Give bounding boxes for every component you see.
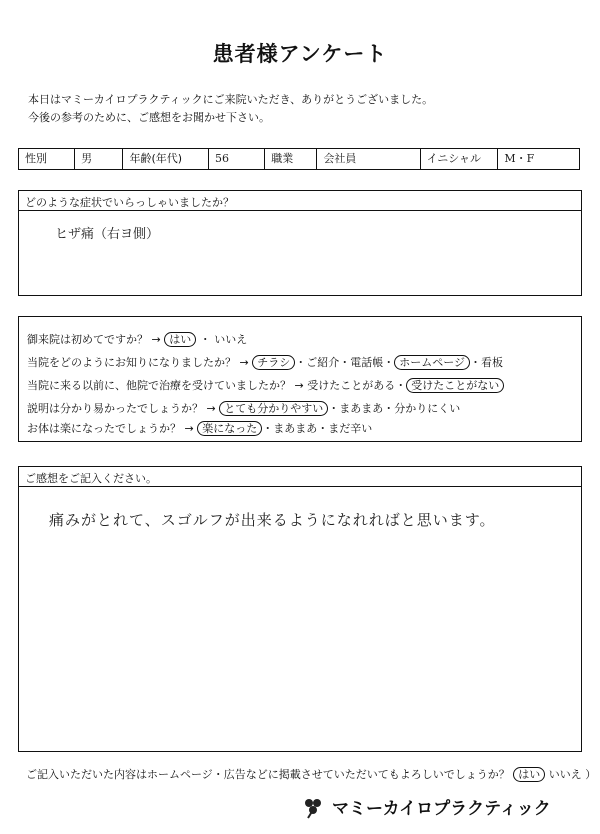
intro-line-1: 本日はマミーカイロプラクティックにご来院いただき、ありがとうございました。 xyxy=(28,93,434,106)
initial-value: M・F xyxy=(504,152,535,165)
initial-label: イニシャル xyxy=(421,149,499,169)
page-title: 患者様アンケート xyxy=(212,42,388,66)
job-value: 会社員 xyxy=(317,149,420,169)
symptoms-answer: ヒザ痛（右ヨ側） xyxy=(55,227,160,242)
logo-text: マミーカイロプラクティック xyxy=(332,799,551,819)
symptoms-question: どのような症状でいらっしゃいましたか？ xyxy=(19,191,581,211)
answer-circled: 受けたことがない xyxy=(406,378,504,393)
impressions-box xyxy=(18,466,582,752)
info-row xyxy=(18,148,580,170)
question-explanation: 説明は分かり易かったでしょうか？ → とても分かりやすい ・まあまあ・分かりにくい xyxy=(27,402,461,415)
answer-circled: はい xyxy=(164,332,196,347)
answer-circled: 楽になった xyxy=(197,421,262,436)
age-value: 56 xyxy=(209,149,265,169)
question-first-visit: 御来院は初めてですか？ → はい ・ いいえ xyxy=(27,333,248,346)
gender-value: 男 xyxy=(75,149,123,169)
question-body-relief: お体は楽になったでしょうか？ → 楽になった ・まあまあ・まだ辛い xyxy=(27,422,373,435)
symptoms-box xyxy=(18,190,582,296)
logo xyxy=(300,794,551,819)
job-label: 職業 xyxy=(265,149,317,169)
intro-line-2: 今後の参考のために、ご感想をお聞かせ下さい。 xyxy=(28,111,270,124)
answer-circled: とても分かりやすい xyxy=(219,401,328,416)
age-label: 年齢(年代) xyxy=(123,149,209,169)
question-how-found: 当院をどのようにお知りになりましたか？ → チラシ ・ご紹介・電話帳・ ホームページ ・看板 xyxy=(27,356,503,369)
gender-label: 性別 xyxy=(19,149,75,169)
impressions-header: ご感想をご記入ください。 xyxy=(19,467,581,487)
questions-box xyxy=(18,316,582,442)
publish-consent: ご記入いただいた内容はホームページ・広告などに掲載させていただいてもよろしいでしょうか？ はい いいえ ） xyxy=(26,768,597,781)
answer-circled: はい xyxy=(513,767,545,782)
answer-circled: ホームページ xyxy=(394,355,470,370)
answer-circled: チラシ xyxy=(252,355,295,370)
clover-logo-icon xyxy=(300,795,326,819)
impressions-answer: 痛みがとれて、スゴルフが出来るようになれればと思います。 xyxy=(49,511,496,529)
question-previous-treatment: 当院に来る以前に、他院で治療を受けていましたか？ → 受けたことがある・ 受けたことがない xyxy=(27,377,504,393)
